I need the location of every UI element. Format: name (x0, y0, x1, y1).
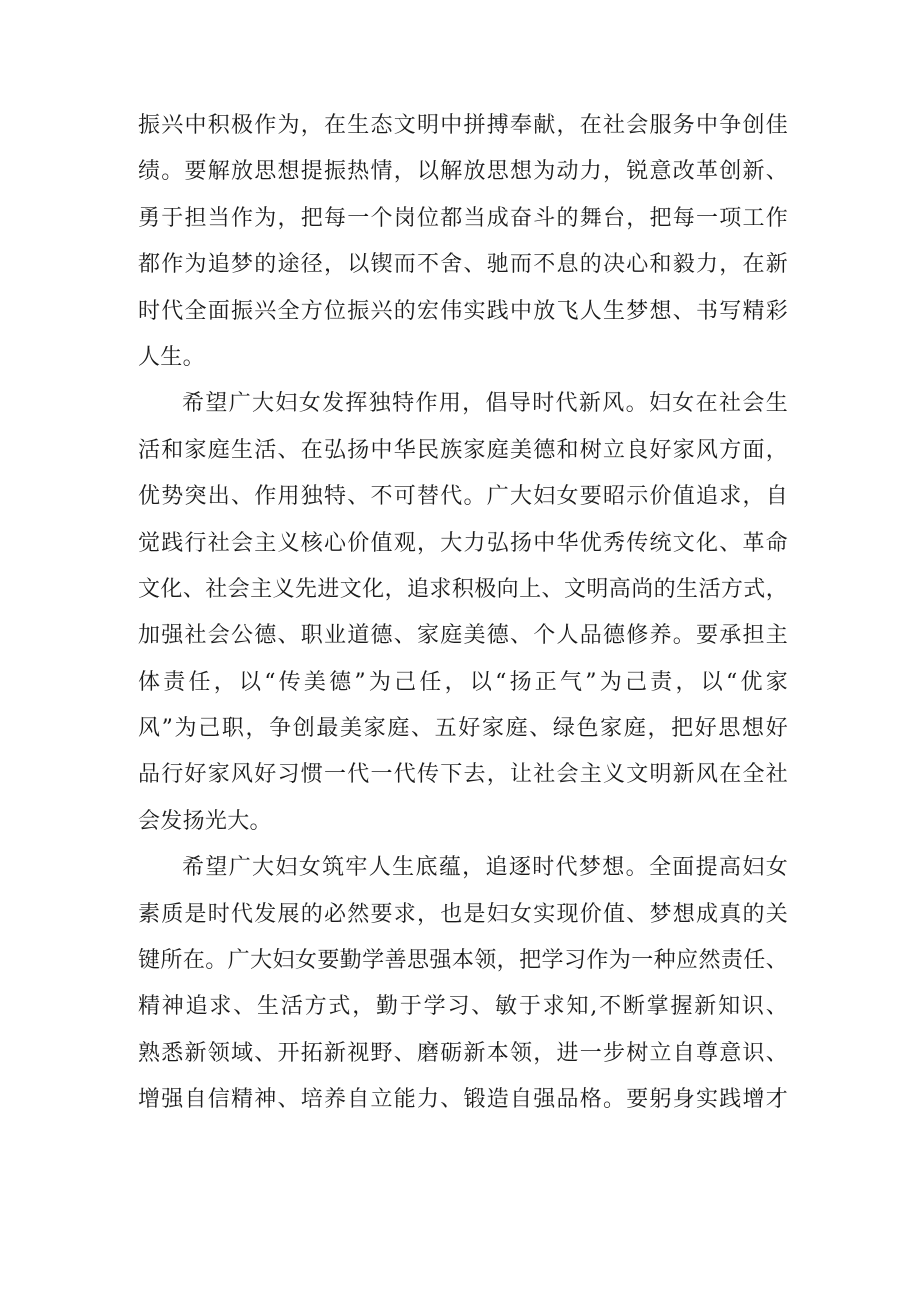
text-line: 人生。 (138, 344, 205, 370)
text-line: 振兴中积极作为，在生态文明中拼搏奉献，在社会服务中争创佳 (138, 113, 788, 138)
text-line: 体责任，以“传美德”为己任，以“扬正气”为己责，以“优家 (138, 669, 788, 695)
text-line: 活和家庭生活、在弘扬中华民族家庭美德和树立良好家风方面， (138, 437, 788, 463)
text-line: 优势突出、作用独特、不可替代。广大妇女要昭示价值追求，自 (138, 484, 788, 510)
text-line: 会发扬光大。 (138, 808, 272, 834)
text-line: 绩。要解放思想提振热情，以解放思想为动力，锐意改革创新、 (138, 159, 788, 185)
text-line: 希望广大妇女筑牢人生底蕴，追逐时代梦想。全面提高妇女 (182, 855, 788, 881)
text-line: 勇于担当作为，把每一个岗位都当成奋斗的舞台，把每一项工作 (138, 205, 788, 231)
text-line: 都作为追梦的途径，以锲而不舍、驰而不息的决心和毅力，在新 (138, 252, 788, 278)
text-line: 增强自信精神、培养自立能力、锻造自强品格。要躬身实践增才 (138, 1087, 788, 1113)
text-line: 素质是时代发展的必然要求，也是妇女实现价值、梦想成真的关 (138, 901, 788, 927)
text-line: 希望广大妇女发挥独特作用，倡导时代新风。妇女在社会生 (182, 391, 788, 417)
paragraph (138, 845, 788, 1123)
paragraph (138, 103, 788, 381)
text-line: 品行好家风好习惯一代一代传下去，让社会主义文明新风在全社 (138, 762, 788, 788)
text-line: 文化、社会主义先进文化，追求积极向上、文明高尚的生活方式， (138, 576, 788, 602)
text-line: 精神追求、生活方式，勤于学习、敏于求知,不断掌握新知识、 (138, 994, 788, 1020)
text-line: 时代全面振兴全方位振兴的宏伟实践中放飞人生梦想、书写精彩 (138, 298, 788, 324)
body-text (138, 103, 788, 1124)
text-line: 觉践行社会主义核心价值观，大力弘扬中华优秀传统文化、革命 (138, 530, 788, 556)
text-line: 加强社会公德、职业道德、家庭美德、个人品德修养。要承担主 (138, 623, 788, 649)
text-line: 风”为己职，争创最美家庭、五好家庭、绿色家庭，把好思想好 (138, 716, 788, 742)
text-line: 熟悉新领域、开拓新视野、磨砺新本领，进一步树立自尊意识、 (138, 1040, 788, 1066)
paragraph (138, 381, 788, 845)
text-line: 键所在。广大妇女要勤学善思强本领，把学习作为一种应然责任、 (138, 948, 788, 974)
